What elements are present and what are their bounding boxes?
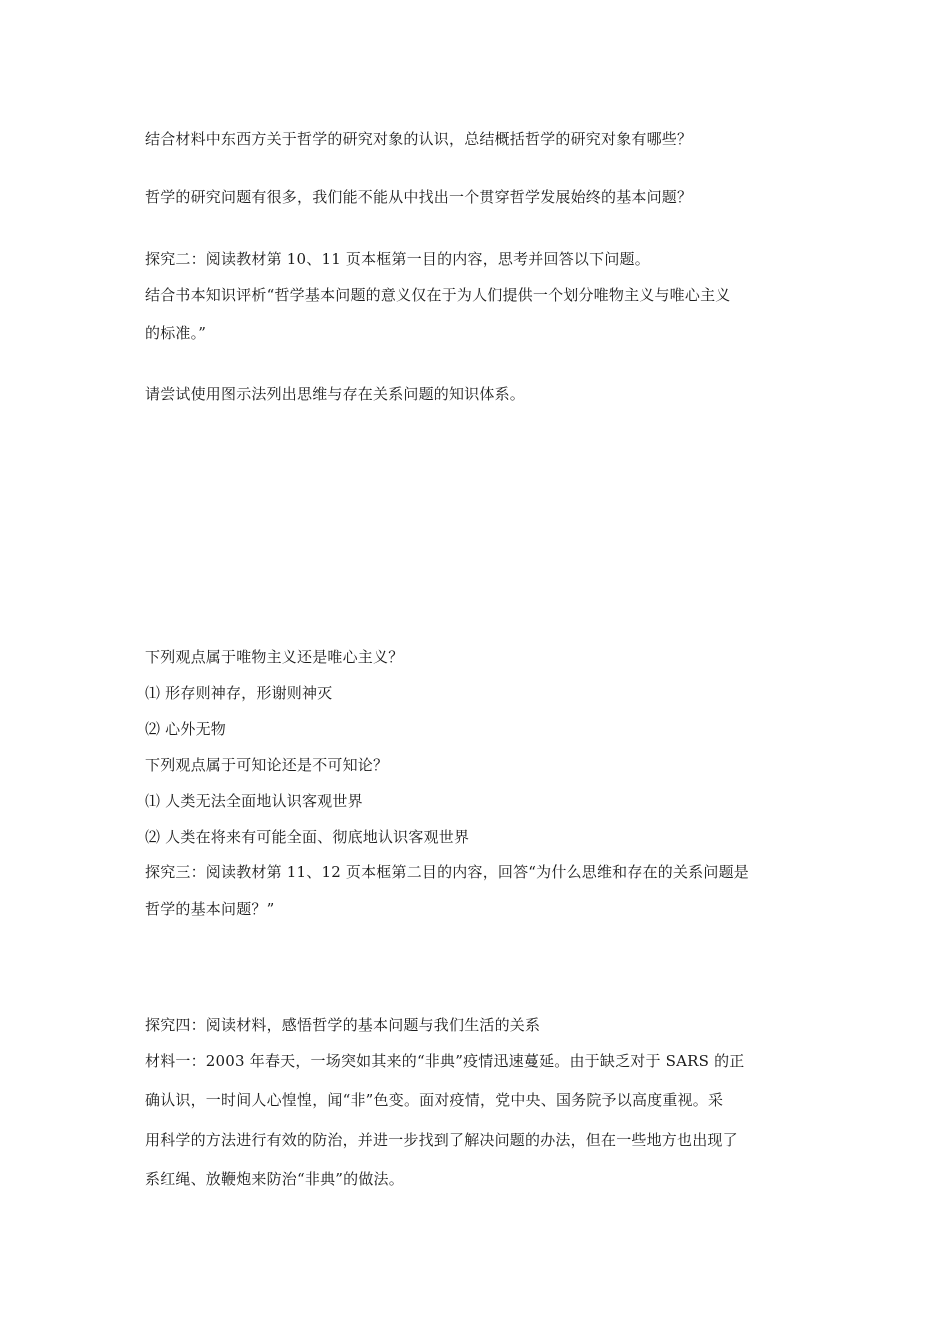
views-materialism-item-2: ⑵ 心外无物 — [145, 720, 226, 738]
material-one-line-2: 确认识，一时间人心惶惶，闻“非”色变。面对疫情，党中央、国务院予以高度重视。采 — [145, 1091, 724, 1109]
explore-two-title: 探究二：阅读教材第 10、11 页本框第一目的内容，思考并回答以下问题。 — [145, 250, 650, 268]
explore-two-question-line-1: 结合书本知识评析“哲学基本问题的意义仅在于为人们提供一个划分唯物主义与唯心主义 — [145, 286, 731, 304]
material-one-line-4: 系红绳、放鞭炮来防治“非典”的做法。 — [145, 1170, 404, 1188]
views-materialism-item-1: ⑴ 形存则神存，形谢则神灭 — [145, 684, 333, 702]
material-one-line-1: 材料一：2003 年春天，一场突如其来的“非典”疫情迅速蔓延。由于缺乏对于 SARS 的正 — [145, 1052, 745, 1070]
views-knowability-title: 下列观点属于可知论还是不可知论？ — [145, 756, 389, 774]
explore-three-line-2: 哲学的基本问题？” — [145, 900, 275, 918]
explore-two-diagram-question: 请尝试使用图示法列出思维与存在关系问题的知识体系。 — [145, 385, 526, 403]
explore-three-line-1: 探究三：阅读教材第 11、12 页本框第二目的内容，回答“为什么思维和存在的关系问题是 — [145, 863, 749, 881]
explore-four-title: 探究四：阅读材料，感悟哲学的基本问题与我们生活的关系 — [145, 1016, 541, 1034]
question-research-objects: 结合材料中东西方关于哲学的研究对象的认识，总结概括哲学的研究对象有哪些？ — [145, 130, 693, 148]
views-knowability-item-2: ⑵ 人类在将来有可能全面、彻底地认识客观世界 — [145, 828, 470, 846]
explore-two-question-line-2: 的标准。” — [145, 324, 207, 342]
question-basic-problem: 哲学的研究问题有很多，我们能不能从中找出一个贯穿哲学发展始终的基本问题？ — [145, 188, 693, 206]
views-materialism-title: 下列观点属于唯物主义还是唯心主义？ — [145, 648, 404, 666]
material-one-line-3: 用科学的方法进行有效的防治，并进一步找到了解决问题的办法，但在一些地方也出现了 — [145, 1131, 738, 1149]
views-knowability-item-1: ⑴ 人类无法全面地认识客观世界 — [145, 792, 363, 810]
